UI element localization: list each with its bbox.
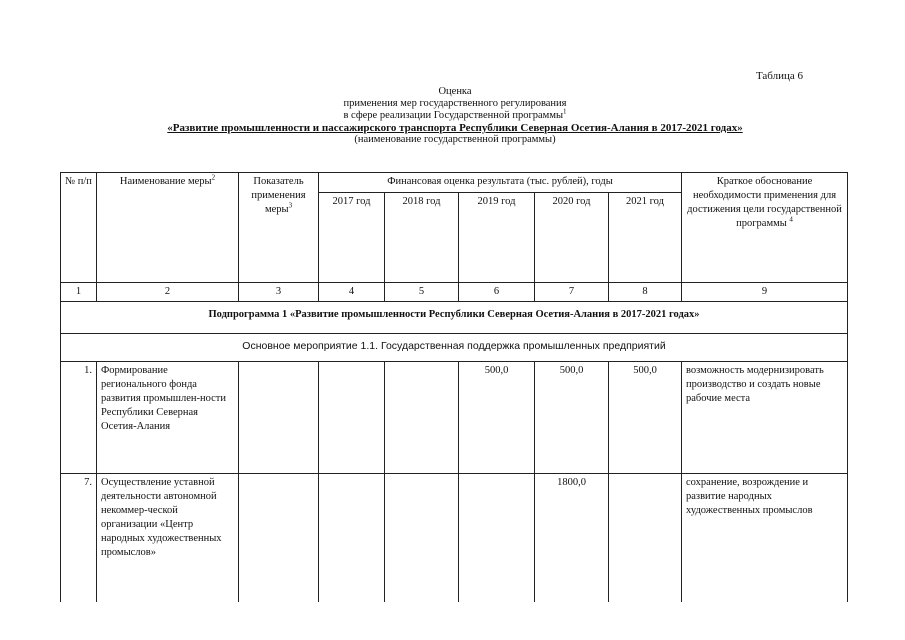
measure-name: Осуществление уставной деятельности автономной некоммер-ческой организации «Центр народных художественных промыслов» xyxy=(97,474,239,602)
column-number: 3 xyxy=(239,283,319,302)
header-measure: Наименование меры$^2$ xyxy=(97,173,239,283)
value-2017 xyxy=(319,474,385,602)
assessment-table xyxy=(60,172,848,602)
header-finance: Финансовая оценка результата (тыс. рублей), годы xyxy=(319,173,682,193)
column-number: 9 xyxy=(682,283,848,302)
table-row xyxy=(61,474,848,602)
column-number: 2 xyxy=(97,283,239,302)
column-number: 1 xyxy=(61,283,97,302)
header-year-2018: 2018 год xyxy=(385,193,459,283)
reason-text: сохранение, возрождение и развитие народных художественных промыслов xyxy=(682,474,848,602)
column-number-row xyxy=(61,283,848,302)
column-number: 7 xyxy=(535,283,609,302)
column-number: 4 xyxy=(319,283,385,302)
value-2019 xyxy=(459,474,535,602)
value-2019: 500,0 xyxy=(459,362,535,474)
header-row-1 xyxy=(61,173,848,193)
program-title: «Развитие промышленности и пассажирского транспорта Республики Северная Осетия-Алания в 2017-2021 годах» xyxy=(167,122,743,134)
heading-line-2: применения мер государственного регулирования xyxy=(343,98,567,109)
value-2021: 500,0 xyxy=(609,362,682,474)
header-year-2020: 2020 год xyxy=(535,193,609,283)
indicator-value xyxy=(239,362,319,474)
column-number: 6 xyxy=(459,283,535,302)
table-number: Таблица 6 xyxy=(755,70,803,82)
reason-text: возможность модернизировать производство и создать новые рабочие места xyxy=(682,362,848,474)
value-2021 xyxy=(609,474,682,602)
header-no: № п/п xyxy=(61,173,97,283)
header-reason: Краткое обоснование необходимости применения для достижения цели государственной программы $^4$ xyxy=(682,173,848,283)
document-heading xyxy=(60,86,850,146)
header-indicator: Показатель применения меры$^3$ xyxy=(239,173,319,283)
value-2020: 500,0 xyxy=(535,362,609,474)
heading-line-3: в сфере реализации Государственной программы$^1$ xyxy=(343,107,567,121)
subprogram-row xyxy=(61,302,848,334)
program-caption: (наименование государственной программы) xyxy=(354,134,556,145)
header-year-2017: 2017 год xyxy=(319,193,385,283)
heading-line-1: Оценка xyxy=(438,86,472,97)
value-2017 xyxy=(319,362,385,474)
value-2018 xyxy=(385,474,459,602)
row-number: 7. xyxy=(61,474,97,602)
value-2020: 1800,0 xyxy=(535,474,609,602)
table-row xyxy=(61,362,848,474)
column-number: 8 xyxy=(609,283,682,302)
main-activity-title: Основное мероприятие 1.1. Государственная поддержка промышленных предприятий xyxy=(61,334,848,362)
value-2018 xyxy=(385,362,459,474)
header-year-2021: 2021 год xyxy=(609,193,682,283)
main-activity-row xyxy=(61,334,848,362)
column-number: 5 xyxy=(385,283,459,302)
subprogram-title: Подпрограмма 1 «Развитие промышленности Республики Северная Осетия-Алания в 2017-2021 годах» xyxy=(61,302,848,334)
indicator-value xyxy=(239,474,319,602)
measure-name: Формирование регионального фонда развития промышлен-ности Республики Северная Осетия-Алания xyxy=(97,362,239,474)
row-number: 1. xyxy=(61,362,97,474)
header-year-2019: 2019 год xyxy=(459,193,535,283)
